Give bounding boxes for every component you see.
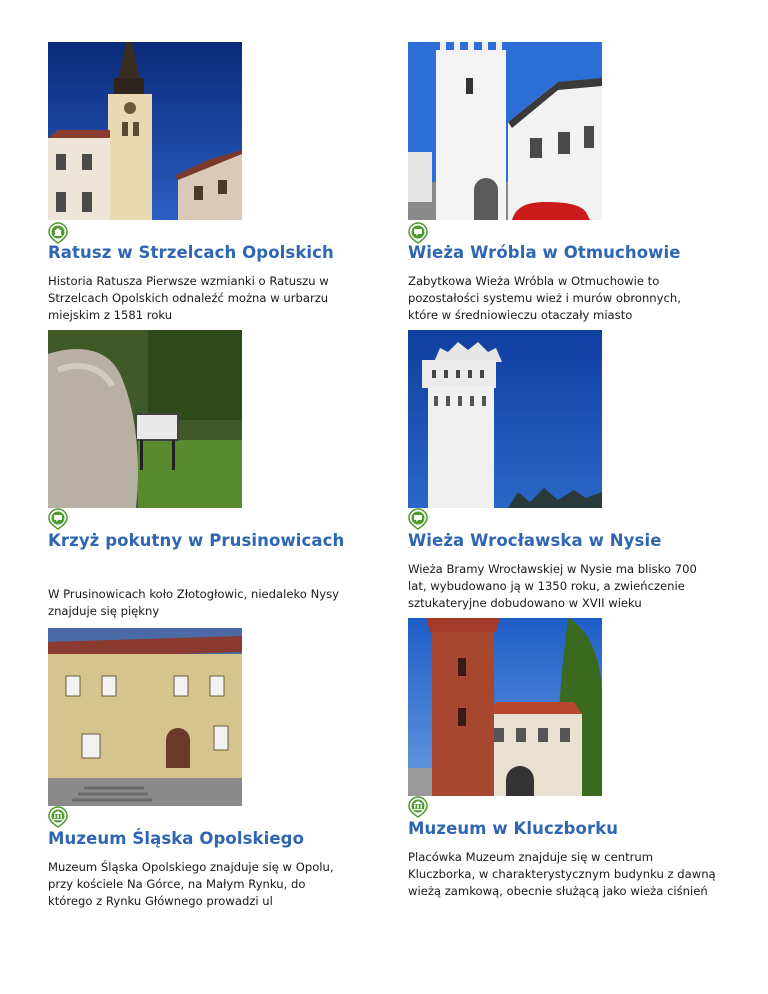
silesia-museum-photo[interactable] [48,628,242,806]
attraction-description: Historia Ratusza Pierwsze wzmianki o Ratuszu w Strzelcach Opolskich odnaleźć można w urbarzu miejskim z 1581 roku [48,274,329,322]
attraction-description: Muzeum Śląska Opolskiego znajduje się w Opolu, przy kościele Na Górce, na Małym Rynku, do którego z Rynku Głównego prowadzi ul [48,860,334,908]
town-hall-pin-icon[interactable] [48,222,68,244]
attraction-title[interactable]: Muzeum w Kluczborku [408,819,619,838]
monument-pin-icon[interactable] [408,508,428,530]
attraction-description: Wieża Bramy Wrocławskiej w Nysie ma blisko 700 lat, wybudowano ją w 1350 roku, a zwieńczenie sztukateryjne dobudowano w XVII wieku [408,562,697,610]
kluczbork-museum-photo[interactable] [408,618,602,796]
attraction-title[interactable]: Ratusz w Strzelcach Opolskich [48,243,334,262]
wroclaw-tower-photo[interactable] [408,330,602,508]
attraction-description: Zabytkowa Wieża Wróbla w Otmuchowie to pozostałości systemu wież i murów obronnych, które w średniowieczu otaczały miasto [408,274,681,322]
penance-cross-photo[interactable] [48,330,242,508]
attraction-description: W Prusinowicach koło Złotogłowic, niedaleko Nysy znajduje się piękny [48,587,340,618]
attraction-title[interactable]: Wieża Wróbla w Otmuchowie [408,243,681,262]
sparrow-tower-photo[interactable] [408,42,602,220]
attraction-title[interactable]: Wieża Wrocławska w Nysie [408,531,662,550]
monument-pin-icon[interactable] [408,222,428,244]
museum-pin-icon[interactable] [48,806,68,828]
museum-pin-icon[interactable] [408,796,428,818]
monument-pin-icon[interactable] [48,508,68,530]
attraction-title[interactable]: Krzyż pokutny w Prusinowicach [48,531,345,550]
attraction-description: Placówka Muzeum znajduje się w centrum Kluczborka, w charakterystycznym budynku z dawną wieżą zamkową, obecnie służącą jako wieża ciśnień [408,850,716,898]
town-hall-photo[interactable] [48,42,242,220]
attraction-title[interactable]: Muzeum Śląska Opolskiego [48,829,305,848]
